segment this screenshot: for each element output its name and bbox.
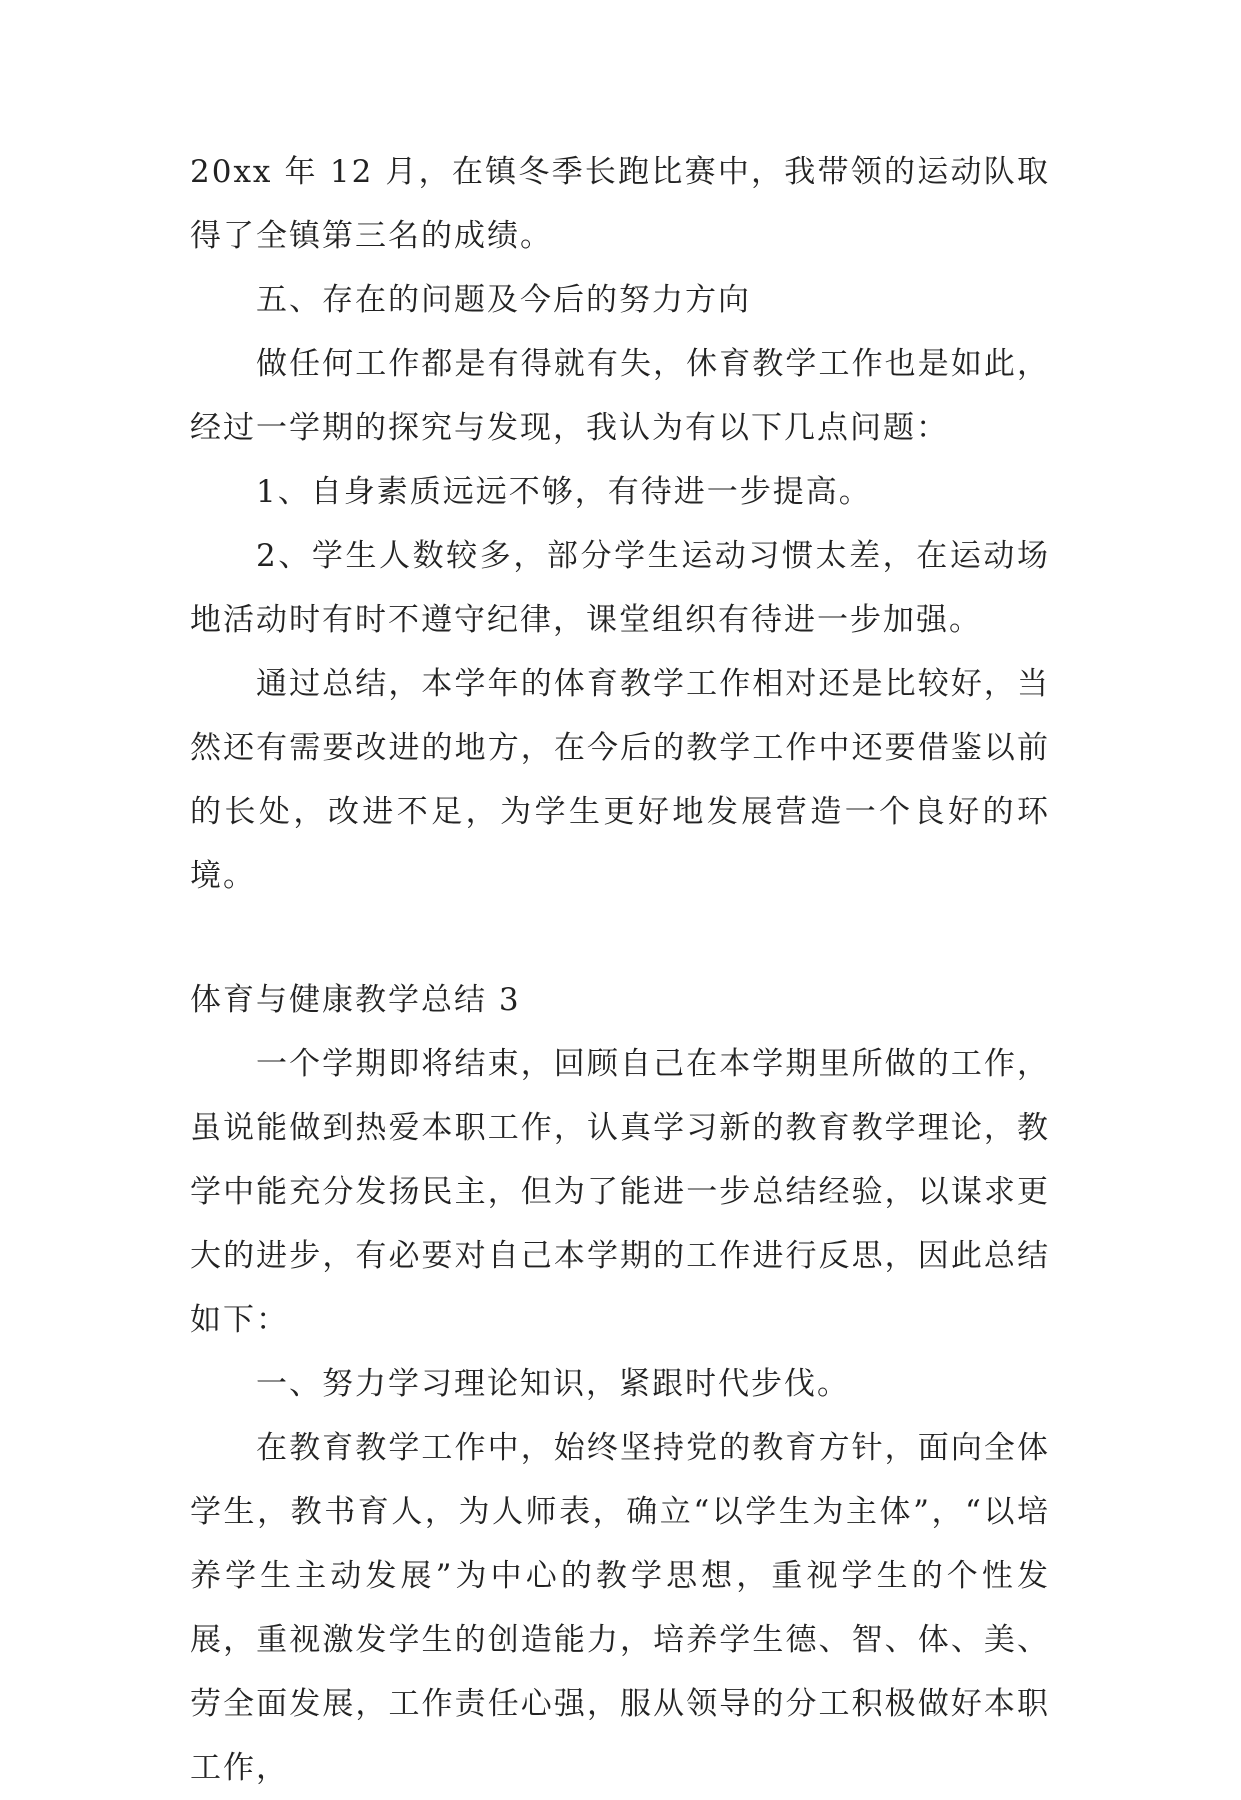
list-item: 1、自身素质远远不够，有待进一步提高。 bbox=[256, 474, 872, 510]
section-heading-problems: 五、存在的问题及今后的努力方向 bbox=[256, 282, 751, 318]
section-gap bbox=[190, 908, 1050, 968]
body-paragraph: 20xx 年 12 月，在镇冬季长跑比赛中，我带领的运动队取得了全镇第三名的成绩。 bbox=[190, 154, 1050, 254]
document-body bbox=[190, 140, 1050, 1800]
body-paragraph: 在教育教学工作中，始终坚持党的教育方针，面向全体学生，教书育人，为人师表，确立“以学生为主体”，“以培养学生主动发展”为中心的教学思想，重视学生的个性发展，重视激发学生的创造能力，培养学生德、智、体、美、劳全面发展，工作责任心强，服从领导的分工积极做好本职工作， bbox=[190, 1430, 1050, 1786]
list-item: 2、学生人数较多，部分学生运动习惯太差，在运动场地活动时有时不遵守纪律，课堂组织有待进一步加强。 bbox=[190, 538, 1050, 638]
body-paragraph: 一个学期即将结束，回顾自己在本学期里所做的工作，虽说能做到热爱本职工作，认真学习新的教育教学理论，教学中能充分发扬民主，但为了能进一步总结经验，以谋求更大的进步，有必要对自己本学期的工作进行反思，因此总结如下： bbox=[190, 1046, 1050, 1338]
body-paragraph: 做任何工作都是有得就有失，休育教学工作也是如此，经过一学期的探究与发现，我认为有以下几点问题： bbox=[190, 346, 1050, 446]
body-paragraph: 通过总结，本学年的体育教学工作相对还是比较好，当然还有需要改进的地方，在今后的教学工作中还要借鉴以前的长处，改进不足，为学生更好地发展营造一个良好的环境。 bbox=[190, 666, 1050, 894]
section-heading-theory: 一、努力学习理论知识，紧跟时代步伐。 bbox=[256, 1366, 850, 1402]
section-title: 体育与健康教学总结 3 bbox=[190, 982, 521, 1018]
